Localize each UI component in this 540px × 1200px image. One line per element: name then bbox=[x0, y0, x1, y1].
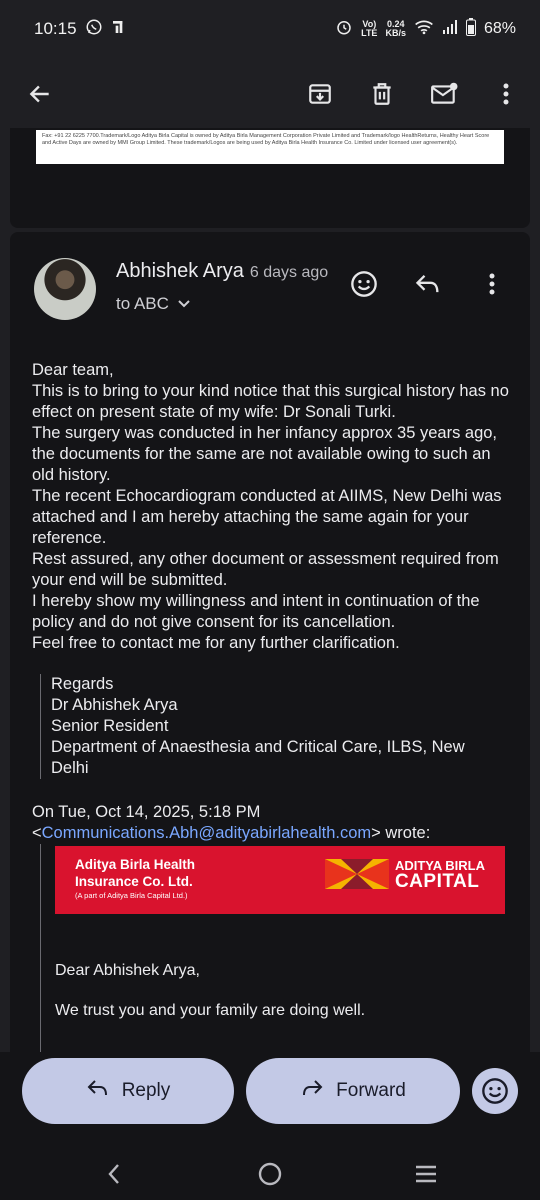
quoted-message bbox=[40, 844, 510, 1052]
signature-line: Senior Resident bbox=[51, 717, 169, 735]
message-body bbox=[32, 360, 514, 654]
emoji-icon bbox=[481, 1077, 509, 1105]
forward-icon bbox=[300, 1078, 324, 1104]
battery-icon bbox=[466, 18, 476, 41]
avatar[interactable] bbox=[34, 258, 96, 320]
signature bbox=[40, 674, 500, 779]
sunburst-logo-icon bbox=[325, 859, 389, 889]
body-paragraph: Feel free to contact me for any further clarification. bbox=[32, 634, 400, 652]
body-paragraph: The recent Echocardiogram conducted at AIIMS, New Delhi was attached and I am hereby attaching the same again for your reference. bbox=[32, 487, 502, 547]
signature-line: Regards bbox=[51, 675, 114, 693]
body-paragraph: This is to bring to your kind notice that this surgical history has no effect on present state of my wife: Dr Sonali Turki. bbox=[32, 382, 509, 421]
nav-recents-icon[interactable] bbox=[406, 1154, 446, 1194]
forward-button[interactable] bbox=[246, 1058, 460, 1124]
notification-icon bbox=[111, 19, 127, 40]
reply-icon[interactable] bbox=[408, 264, 448, 304]
more-vert-icon[interactable] bbox=[486, 74, 526, 114]
brand-banner bbox=[55, 846, 505, 914]
signature-line: Dr Abhishek Arya bbox=[51, 696, 178, 714]
quote-email-link[interactable]: Communications.Abh@adityabirlahealth.com bbox=[41, 824, 372, 842]
mark-unread-icon[interactable] bbox=[424, 74, 464, 114]
logo-line2: CAPITAL bbox=[394, 871, 480, 892]
banner-small: (A part of Aditya Birla Capital Ltd.) bbox=[75, 891, 188, 900]
archive-icon[interactable] bbox=[300, 74, 340, 114]
arrow-back-icon[interactable] bbox=[20, 74, 60, 114]
status-bar bbox=[0, 0, 540, 58]
body-paragraph: Rest assured, any other document or assessment required from your end will be submitted. bbox=[32, 550, 499, 589]
quote-header bbox=[32, 802, 514, 844]
abc-logo bbox=[325, 858, 485, 890]
forward-label: Forward bbox=[336, 1080, 406, 1101]
recipients-toggle[interactable] bbox=[116, 294, 191, 314]
network-speed-unit: KB/s bbox=[385, 28, 406, 38]
body-paragraph: I hereby show my willingness and intent in continuation of the policy and do not give consent for its cancellation. bbox=[32, 592, 480, 631]
recipients-label: to ABC bbox=[116, 294, 169, 313]
volte-top: Vo) bbox=[362, 19, 377, 29]
system-nav-bar bbox=[0, 1130, 540, 1200]
message-more-icon[interactable] bbox=[472, 264, 512, 304]
network-speed bbox=[385, 20, 406, 38]
whatsapp-icon bbox=[85, 18, 103, 41]
quoted-line: We trust you and your family are doing well. bbox=[55, 1002, 366, 1019]
quote-intro-prefix: On Tue, Oct 14, 2025, 5:18 PM < bbox=[32, 803, 261, 842]
delete-icon[interactable] bbox=[362, 74, 402, 114]
emoji-reaction-button[interactable] bbox=[472, 1068, 518, 1114]
reply-label: Reply bbox=[121, 1080, 171, 1101]
message-time: 6 days ago bbox=[249, 264, 329, 281]
reply-button[interactable] bbox=[22, 1058, 234, 1124]
network-speed-value: 0.24 bbox=[386, 19, 405, 29]
previous-message-snippet: Fax: +91 22 6225 7700.Trademark/Logo Aditya Birla Capital is owned by Aditya Birla Management Corporation Private Limited and Trademark/logo HealthReturns, Healthy Heart Score and Active Days are owned by MMI Group Limited. These trademark/Logos are being used by Aditya Birla Health Insurance Co. Limited under licensed user agreement(s). bbox=[36, 130, 504, 164]
sender-name: Abhishek Arya bbox=[116, 260, 244, 282]
signal-icon bbox=[442, 19, 458, 40]
message-card bbox=[10, 232, 530, 1052]
status-time: 10:15 bbox=[34, 19, 77, 38]
volte-indicator bbox=[361, 20, 377, 38]
signature-line: Department of Anaesthesia and Critical Care, ILBS, New Delhi bbox=[51, 738, 465, 777]
sender-line bbox=[116, 260, 328, 283]
chevron-down-icon bbox=[177, 294, 191, 314]
quoted-greeting: Dear Abhishek Arya, bbox=[55, 962, 200, 979]
banner-line2: Insurance Co. Ltd. bbox=[75, 874, 193, 889]
alarm-icon bbox=[335, 18, 353, 41]
volte-bottom: LTE bbox=[361, 28, 378, 38]
banner-line1: Aditya Birla Health bbox=[75, 857, 196, 872]
nav-home-icon[interactable] bbox=[250, 1154, 290, 1194]
battery-level: 68% bbox=[483, 20, 516, 37]
top-toolbar bbox=[0, 58, 540, 130]
reply-button-icon bbox=[86, 1078, 110, 1104]
quote-intro-suffix: > wrote: bbox=[371, 824, 431, 842]
bottom-action-bar bbox=[0, 1052, 540, 1130]
banner-company bbox=[75, 856, 195, 902]
nav-back-icon[interactable] bbox=[94, 1154, 134, 1194]
previous-message-card[interactable] bbox=[10, 128, 530, 228]
body-paragraph: The surgery was conducted in her infancy approx 35 years ago, the documents for the same are not available owing to such an old history. bbox=[32, 424, 498, 484]
wifi-icon bbox=[414, 19, 434, 40]
body-paragraph: Dear team, bbox=[32, 361, 114, 379]
logo-line1: ADITYA BIRLA bbox=[394, 858, 485, 873]
emoji-react-icon[interactable] bbox=[344, 264, 384, 304]
